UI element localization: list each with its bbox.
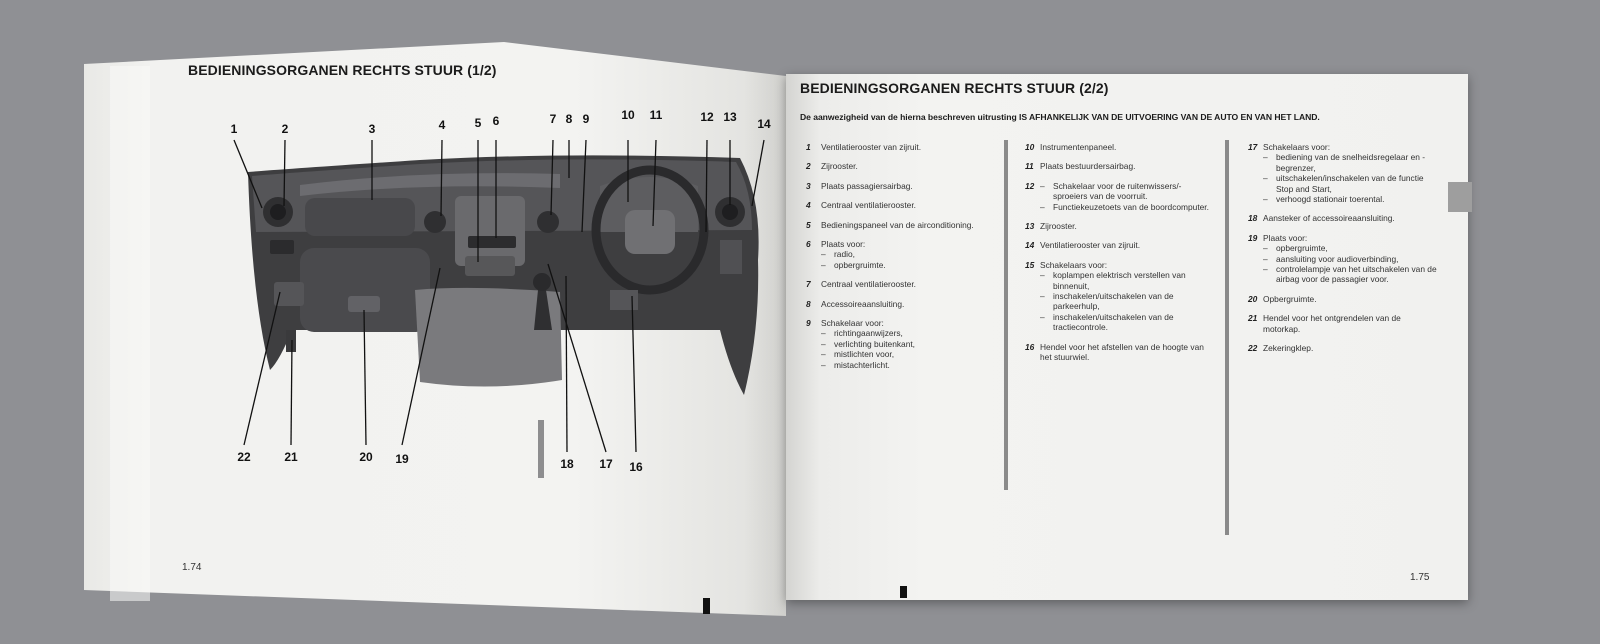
legend-sub-item (821, 328, 915, 338)
legend-item-body (821, 220, 974, 230)
legend-item-body (821, 239, 886, 270)
legend-sub-item-text: Functiekeuzetoets van de boordcomputer. (1053, 201, 1209, 212)
callout-3: 3 (368, 122, 376, 136)
legend-item-text: Zijrooster. (1040, 221, 1077, 232)
legend-item-number: 10 (1025, 142, 1035, 152)
callout-6: 6 (492, 114, 500, 128)
legend-item-number: 6 (806, 239, 811, 250)
callout-18: 18 (560, 457, 574, 471)
legend-item-10 (1025, 142, 1215, 152)
legend-item-9 (806, 318, 996, 370)
legend-item-number: 7 (806, 279, 811, 290)
legend-item-body (1040, 260, 1215, 333)
legend-item-number: 17 (1248, 142, 1258, 152)
legend-item-19 (1248, 233, 1438, 285)
legend-sub-item (821, 260, 886, 270)
legend-item-text: Plaats passagiersairbag. (821, 180, 913, 191)
callout-12: 12 (700, 110, 714, 124)
legend-sub-item-text: opbergruimte, (1276, 243, 1328, 254)
legend-item-text: Plaats bestuurdersairbag. (1040, 161, 1136, 172)
callout-7: 7 (549, 112, 557, 126)
legend-item-body (821, 279, 916, 289)
legend-item-21 (1248, 313, 1438, 334)
legend-sub-item (821, 349, 915, 359)
legend-sub-item (1040, 202, 1215, 212)
legend-item-20 (1248, 294, 1438, 304)
legend-item-12 (1025, 181, 1215, 212)
callout-10: 10 (621, 108, 635, 122)
dash-bullet: – (1263, 253, 1268, 264)
legend-item-number: 8 (806, 298, 811, 309)
legend-item-number: 22 (1248, 343, 1258, 354)
legend-sub-item (1263, 152, 1438, 173)
legend-item-body (821, 299, 904, 309)
dash-bullet: – (821, 359, 826, 370)
legend-sub-item (1263, 173, 1438, 194)
legend-sub-item-text: Schakelaar voor de ruitenwissers/-sproeiers van de voorruit. (1053, 180, 1182, 202)
legend-item-13 (1025, 221, 1215, 231)
legend-sub-item (1263, 243, 1438, 253)
legend-sub-item-text: opbergruimte. (834, 259, 886, 270)
legend-item-number: 1 (806, 142, 811, 152)
legend-item-2 (806, 161, 996, 171)
legend-item-14 (1025, 240, 1215, 250)
legend-item-text: Ventilatierooster van zijruit. (1040, 240, 1141, 251)
legend-item-text: Aansteker of accessoireaansluiting. (1263, 213, 1395, 224)
legend-item-number: 3 (806, 180, 811, 191)
legend-sub-item-text: aansluiting voor audioverbinding, (1276, 253, 1399, 264)
dash-bullet: – (1263, 243, 1268, 254)
legend-sub-item (1040, 291, 1215, 312)
legend-item-number: 2 (806, 161, 811, 172)
legend-item-number: 20 (1248, 293, 1258, 304)
legend-item-3 (806, 181, 996, 191)
glovebox-handle (348, 296, 380, 312)
legend-item-body (821, 161, 858, 171)
legend-item-body (1263, 233, 1438, 285)
legend-item-text: Plaats voor: (821, 239, 866, 250)
legend-sub-item-text: mistlichten voor, (834, 349, 895, 360)
callout-9: 9 (582, 112, 590, 126)
legend-sub-item (821, 249, 886, 259)
legend-sub-item (1040, 312, 1215, 333)
legend-item-number: 9 (806, 318, 811, 329)
dash-bullet: – (1263, 264, 1268, 275)
glovebox (300, 248, 430, 332)
legend-item-text: Accessoireaansluiting. (821, 298, 905, 309)
legend-item-number: 16 (1025, 341, 1035, 352)
legend-item-15 (1025, 260, 1215, 333)
callout-17: 17 (599, 457, 613, 471)
dash-bullet: – (821, 259, 826, 270)
legend-item-number: 13 (1025, 221, 1035, 232)
legend-item-body (1040, 142, 1116, 152)
right-page-number: 1.75 (1410, 572, 1430, 583)
legend-sub-item (1040, 270, 1215, 291)
dash-bullet: – (821, 249, 826, 260)
legend-item-body (821, 318, 915, 370)
legend-item-text: Hendel voor het afstellen van de hoogte van het stuurwiel. (1040, 341, 1204, 363)
legend-item-body (1040, 342, 1215, 363)
legend-sub-item-text: inschakelen/uitschakelen van de tractiecontrole. (1053, 311, 1174, 333)
legend-sub-item (1263, 194, 1438, 204)
legend-sub-item-text: verlichting buitenkant, (834, 338, 916, 349)
legend-item-text: Zijrooster. (821, 161, 858, 172)
legend-sub-item (821, 360, 915, 370)
legend-item-text: Bedieningspaneel van de airconditioning. (821, 219, 974, 230)
dash-bullet: – (1263, 173, 1268, 184)
legend-item-number: 18 (1248, 213, 1258, 224)
dash-bullet: – (1263, 194, 1268, 205)
column-divider-2 (1225, 140, 1229, 535)
callout-13: 13 (723, 110, 737, 124)
legend-item-number: 4 (806, 200, 811, 211)
legend-item-11 (1025, 161, 1215, 171)
legend-item-number: 14 (1025, 240, 1035, 251)
callout-21: 21 (284, 450, 298, 464)
legend-item-number: 11 (1025, 161, 1034, 172)
legend-item-22 (1248, 343, 1438, 353)
center-vent-right (537, 211, 559, 233)
legend-item-6 (806, 239, 996, 270)
legend-item-body (1263, 142, 1438, 204)
callout-8: 8 (565, 112, 573, 126)
legend-column-2 (1025, 142, 1215, 372)
legend-item-17 (1248, 142, 1438, 204)
legend-sub-item-text: uitschakelen/inschakelen van de functie Stop and Start, (1276, 173, 1424, 194)
center-vent-left (424, 211, 446, 233)
legend-item-number: 12 (1025, 180, 1035, 191)
legend-item-number: 15 (1025, 259, 1035, 270)
legend-item-text: Zekeringklep. (1263, 343, 1314, 354)
legend-item-7 (806, 279, 996, 289)
dash-bullet: – (1040, 180, 1045, 191)
radio-slot (468, 236, 516, 248)
callout-11: 11 (649, 108, 663, 122)
legend-item-body (1263, 343, 1313, 353)
dashboard-shape (248, 155, 759, 478)
legend-item-text: Schakelaar voor: (821, 318, 884, 329)
left-page-title: BEDIENINGSORGANEN RECHTS STUUR (1/2) (188, 62, 497, 78)
legend-item-body (821, 200, 916, 210)
legend-item-text: Centraal ventilatierooster. (821, 200, 916, 211)
column-divider-1 (1004, 140, 1008, 490)
callout-16: 16 (629, 460, 643, 474)
dash-bullet: – (821, 349, 826, 360)
legend-item-body (1040, 221, 1077, 231)
legend-item-1 (806, 142, 996, 152)
legend-sub-item-text: bediening van de snelheidsregelaar en -begrenzer, (1276, 152, 1425, 173)
section-tab (1448, 182, 1472, 212)
legend-item-4 (806, 200, 996, 210)
legend-item-text: Instrumentenpaneel. (1040, 142, 1117, 152)
left-page-number: 1.74 (182, 562, 202, 573)
dash-bullet: – (1040, 270, 1045, 281)
callout-2: 2 (281, 122, 289, 136)
legend-item-text: Ventilatierooster van zijruit. (821, 142, 922, 152)
legend-item-18 (1248, 213, 1438, 223)
legend-sub-item (1040, 181, 1215, 202)
legend-sub-item-text: radio, (834, 249, 855, 260)
legend-item-text: Schakelaars voor: (1040, 259, 1108, 270)
thumb-mark-left (703, 598, 710, 614)
legend-item-body (821, 181, 913, 191)
legend-column-3 (1248, 142, 1438, 363)
callout-4: 4 (438, 118, 446, 132)
legend-sub-item-text: mistachterlicht. (834, 359, 890, 370)
legend-sub-item (1263, 254, 1438, 264)
callout-1: 1 (230, 122, 238, 136)
legend-item-16 (1025, 342, 1215, 363)
legend-item-body (1263, 294, 1317, 304)
right-page-title: BEDIENINGSORGANEN RECHTS STUUR (2/2) (800, 80, 1109, 96)
callout-20: 20 (359, 450, 373, 464)
legend-sub-item-text: verhoogd stationair toerental. (1276, 194, 1385, 205)
dash-bullet: – (821, 328, 826, 339)
legend-item-text: Schakelaars voor: (1263, 142, 1331, 152)
legend-item-text: Hendel voor het ontgrendelen van de motorkap. (1263, 313, 1401, 334)
legend-item-body (1040, 240, 1140, 250)
callout-5: 5 (474, 116, 482, 130)
dash-bullet: – (1263, 152, 1268, 163)
legend-item-number: 21 (1248, 313, 1258, 324)
legend-sub-item-text: richtingaanwijzers, (834, 328, 903, 339)
legend-item-text: Opbergruimte. (1263, 293, 1317, 304)
legend-item-number: 19 (1248, 232, 1258, 243)
legend-item-5 (806, 220, 996, 230)
legend-sub-item (1263, 264, 1438, 285)
legend-item-body (1040, 181, 1215, 212)
legend-item-body (1263, 213, 1395, 223)
legend-item-body (1263, 313, 1438, 334)
dash-bullet: – (821, 338, 826, 349)
legend-item-number: 5 (806, 219, 811, 230)
legend-item-8 (806, 299, 996, 309)
legend-sub-item (821, 339, 915, 349)
callout-19: 19 (395, 452, 409, 466)
legend-item-body (1040, 161, 1135, 171)
legend-sub-item-text: inschakelen/uitschakelen van de parkeerhulp, (1053, 291, 1174, 312)
dash-bullet: – (1040, 201, 1045, 212)
dash-bullet: – (1040, 311, 1045, 322)
legend-item-text: Centraal ventilatierooster. (821, 279, 916, 290)
dash-bullet: – (1040, 291, 1045, 302)
legend-item-text: Plaats voor: (1263, 232, 1308, 243)
legend-item-body (821, 142, 921, 152)
callout-22: 22 (237, 450, 251, 464)
legend-sub-item-text: koplampen elektrisch verstellen van binnenuit, (1053, 270, 1186, 291)
availability-note: De aanwezigheid van de hierna beschreven uitrusting IS AFHANKELIJK VAN DE UITVOERING VAN DE AUTO EN VAN HET LAND. (800, 112, 1320, 122)
thumb-mark-right (900, 586, 907, 598)
legend-column-1 (806, 142, 996, 379)
callout-14: 14 (757, 117, 771, 131)
legend-sub-item-text: controlelampje van het uitschakelen van de airbag voor de passagier voor. (1276, 264, 1437, 285)
